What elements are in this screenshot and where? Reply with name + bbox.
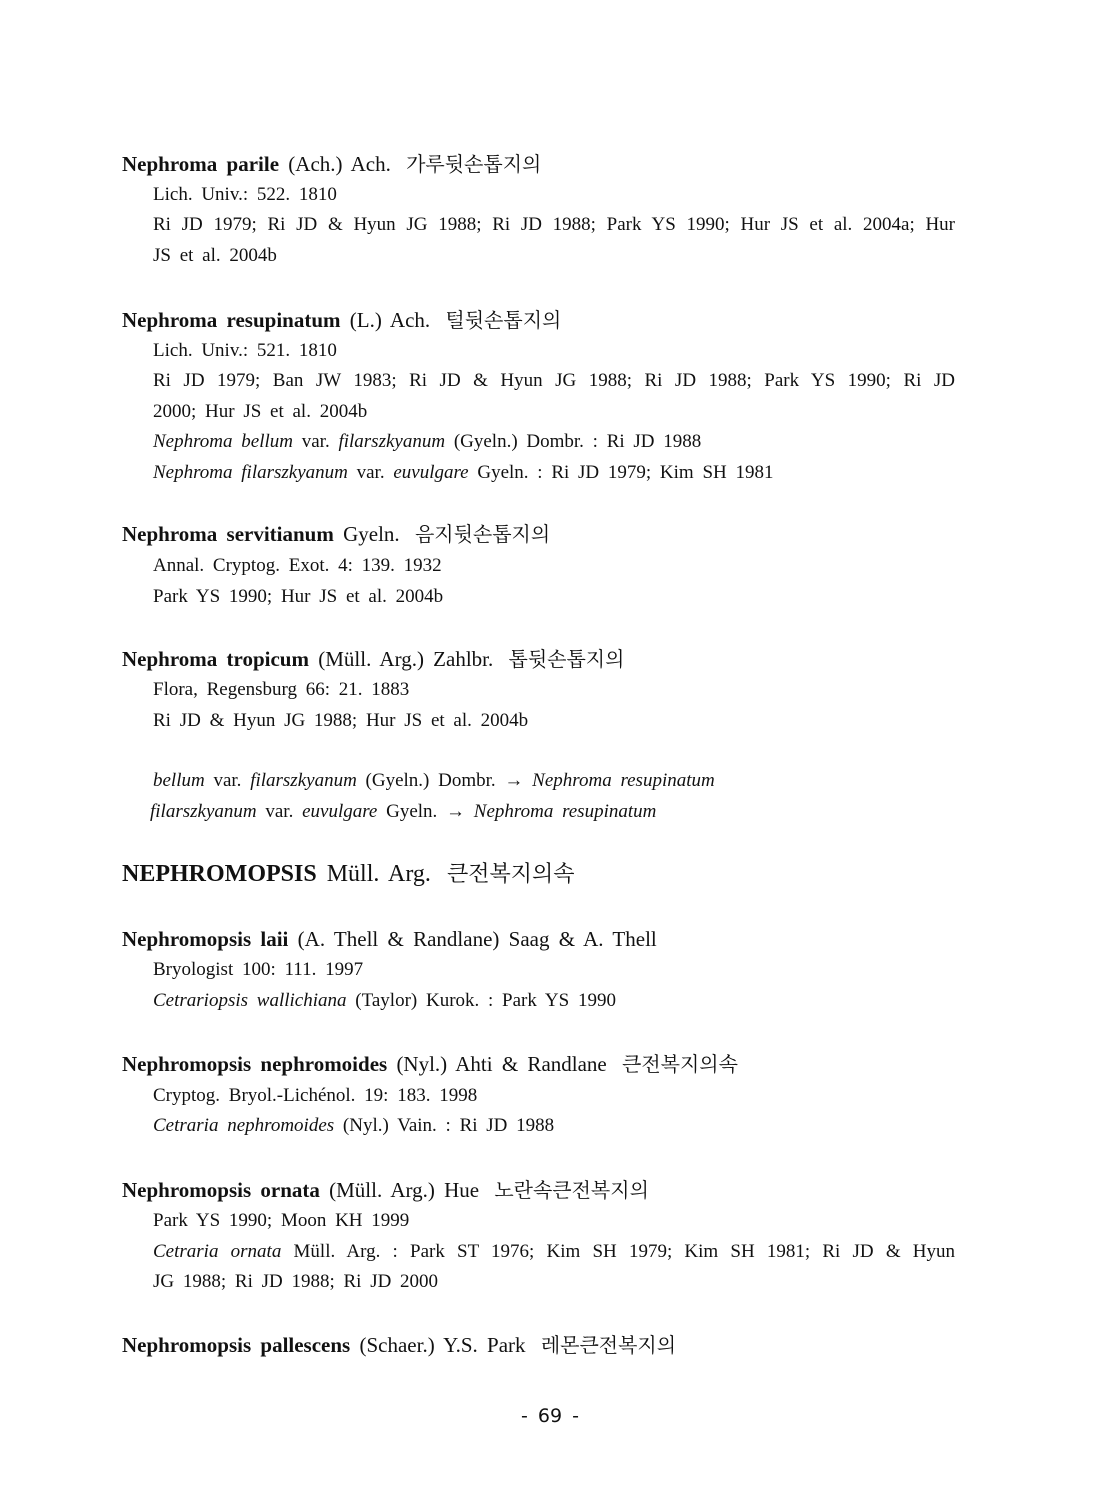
- synonym-citation: (Nyl.) Vain. : Ri JD 1988: [342, 1115, 555, 1136]
- species-author: Gyeln.: [343, 522, 400, 546]
- xref-epithet: euvulgare: [302, 801, 378, 822]
- species-author: (Schaer.) Y.S. Park: [359, 1333, 526, 1357]
- species-name: Nephroma tropicum: [122, 647, 309, 671]
- references: 2000; Hur JS et al. 2004b: [153, 401, 368, 422]
- korean-name: 털뒷손톱지의: [445, 308, 562, 332]
- korean-name: 레몬큰전복지의: [540, 1333, 677, 1357]
- rank-marker: var.: [301, 431, 330, 452]
- species-name: Nephromopsis laii: [122, 927, 289, 951]
- species-heading: [122, 925, 657, 953]
- species-author: (Müll. Arg.) Zahlbr.: [318, 647, 494, 671]
- references: Park YS 1990; Hur JS et al. 2004b: [153, 586, 444, 607]
- synonym-epithet: filarszkyanum: [338, 431, 446, 452]
- synonym-name: Cetraria nephromoides: [153, 1115, 335, 1136]
- references: JS et al. 2004b: [153, 245, 277, 266]
- xref-author: (Gyeln.) Dombr.: [365, 770, 496, 791]
- korean-name: 큰전복지의속: [446, 862, 575, 887]
- arrow-icon: →: [446, 801, 466, 822]
- genus-heading: [122, 859, 574, 890]
- species-heading: [122, 520, 550, 548]
- korean-name: 톱뒷손톱지의: [508, 647, 625, 671]
- publication: Flora, Regensburg 66: 21. 1883: [153, 679, 410, 700]
- publication: Lich. Univ.: 521. 1810: [153, 340, 337, 361]
- korean-name: 음지뒷손톱지의: [414, 522, 551, 546]
- rank-marker: var.: [265, 801, 294, 822]
- species-author: (Ach.) Ach.: [288, 152, 391, 176]
- cross-reference: [153, 769, 715, 793]
- xref-epithet: filarszkyanum: [250, 770, 357, 791]
- species-heading: [122, 1176, 649, 1204]
- synonym-name: Nephroma bellum: [153, 431, 293, 452]
- species-heading: [122, 150, 541, 178]
- arrow-icon: →: [504, 770, 524, 791]
- xref-target: Nephroma resupinatum: [532, 770, 715, 791]
- synonym-name: Nephroma filarszkyanum: [153, 462, 348, 483]
- species-author: (A. Thell & Randlane) Saag & A. Thell: [297, 927, 657, 951]
- synonym-name: Cetrariopsis wallichiana: [153, 990, 347, 1011]
- synonym-epithet: euvulgare: [393, 462, 469, 483]
- species-heading: [122, 306, 561, 334]
- cross-reference: [150, 800, 656, 824]
- genus-name: NEPHROMOPSIS: [122, 861, 317, 887]
- synonym-line: [153, 1240, 955, 1264]
- publication: Lich. Univ.: 522. 1810: [153, 184, 337, 205]
- synonym-line: [153, 989, 616, 1013]
- species-author: (L.) Ach.: [349, 308, 431, 332]
- references: Ri JD 1979; Ri JD & Hyun JG 1988; Ri JD 1988; Park YS 1990; Hur JS et al. 2004a; Hur: [153, 214, 955, 235]
- rank-marker: var.: [213, 770, 242, 791]
- korean-name: 큰전복지의속: [622, 1052, 738, 1076]
- publication: Cryptog. Bryol.-Lichénol. 19: 183. 1998: [153, 1085, 478, 1106]
- species-author: (Müll. Arg.) Hue: [329, 1178, 480, 1202]
- publication: Annal. Cryptog. Exot. 4: 139. 1932: [153, 555, 442, 576]
- species-heading: [122, 1331, 676, 1359]
- synonym-citation: (Gyeln.) Dombr. : Ri JD 1988: [453, 431, 702, 452]
- synonym-line: [153, 461, 774, 485]
- references: Ri JD 1979; Ban JW 1983; Ri JD & Hyun JG 1988; Ri JD 1988; Park YS 1990; Ri JD: [153, 370, 955, 391]
- species-author: (Nyl.) Ahti & Randlane: [396, 1052, 607, 1076]
- xref-name: filarszkyanum: [150, 801, 257, 822]
- korean-name: 노란속큰전복지의: [494, 1178, 649, 1202]
- genus-author: Müll. Arg.: [326, 861, 431, 887]
- synonym-name: Cetraria ornata: [153, 1241, 282, 1262]
- references: Park YS 1990; Moon KH 1999: [153, 1210, 410, 1231]
- rank-marker: var.: [356, 462, 385, 483]
- references: Ri JD & Hyun JG 1988; Hur JS et al. 2004b: [153, 710, 529, 731]
- species-name: Nephroma resupinatum: [122, 308, 341, 332]
- species-name: Nephromopsis ornata: [122, 1178, 320, 1202]
- species-name: Nephromopsis pallescens: [122, 1333, 351, 1357]
- synonym-citation-continued: JG 1988; Ri JD 1988; Ri JD 2000: [153, 1271, 439, 1292]
- synonym-citation: Gyeln. : Ri JD 1979; Kim SH 1981: [477, 462, 774, 483]
- species-name: Nephromopsis nephromoides: [122, 1052, 388, 1076]
- synonym-citation: Müll. Arg. : Park ST 1976; Kim SH 1979; Kim SH 1981; Ri JD & Hyun: [293, 1241, 956, 1262]
- page-number: - 69 -: [521, 1405, 579, 1427]
- synonym-citation: (Taylor) Kurok. : Park YS 1990: [355, 990, 616, 1011]
- species-heading: [122, 1050, 738, 1078]
- synonym-line: [153, 1114, 554, 1138]
- species-heading: [122, 645, 624, 673]
- xref-target: Nephroma resupinatum: [473, 801, 657, 822]
- xref-name: bellum: [153, 770, 205, 791]
- publication: Bryologist 100: 111. 1997: [153, 959, 364, 980]
- synonym-line: [153, 430, 701, 454]
- xref-author: Gyeln.: [386, 801, 438, 822]
- korean-name: 가루뒷손톱지의: [406, 152, 542, 176]
- species-name: Nephroma servitianum: [122, 522, 334, 546]
- species-name: Nephroma parile: [122, 152, 280, 176]
